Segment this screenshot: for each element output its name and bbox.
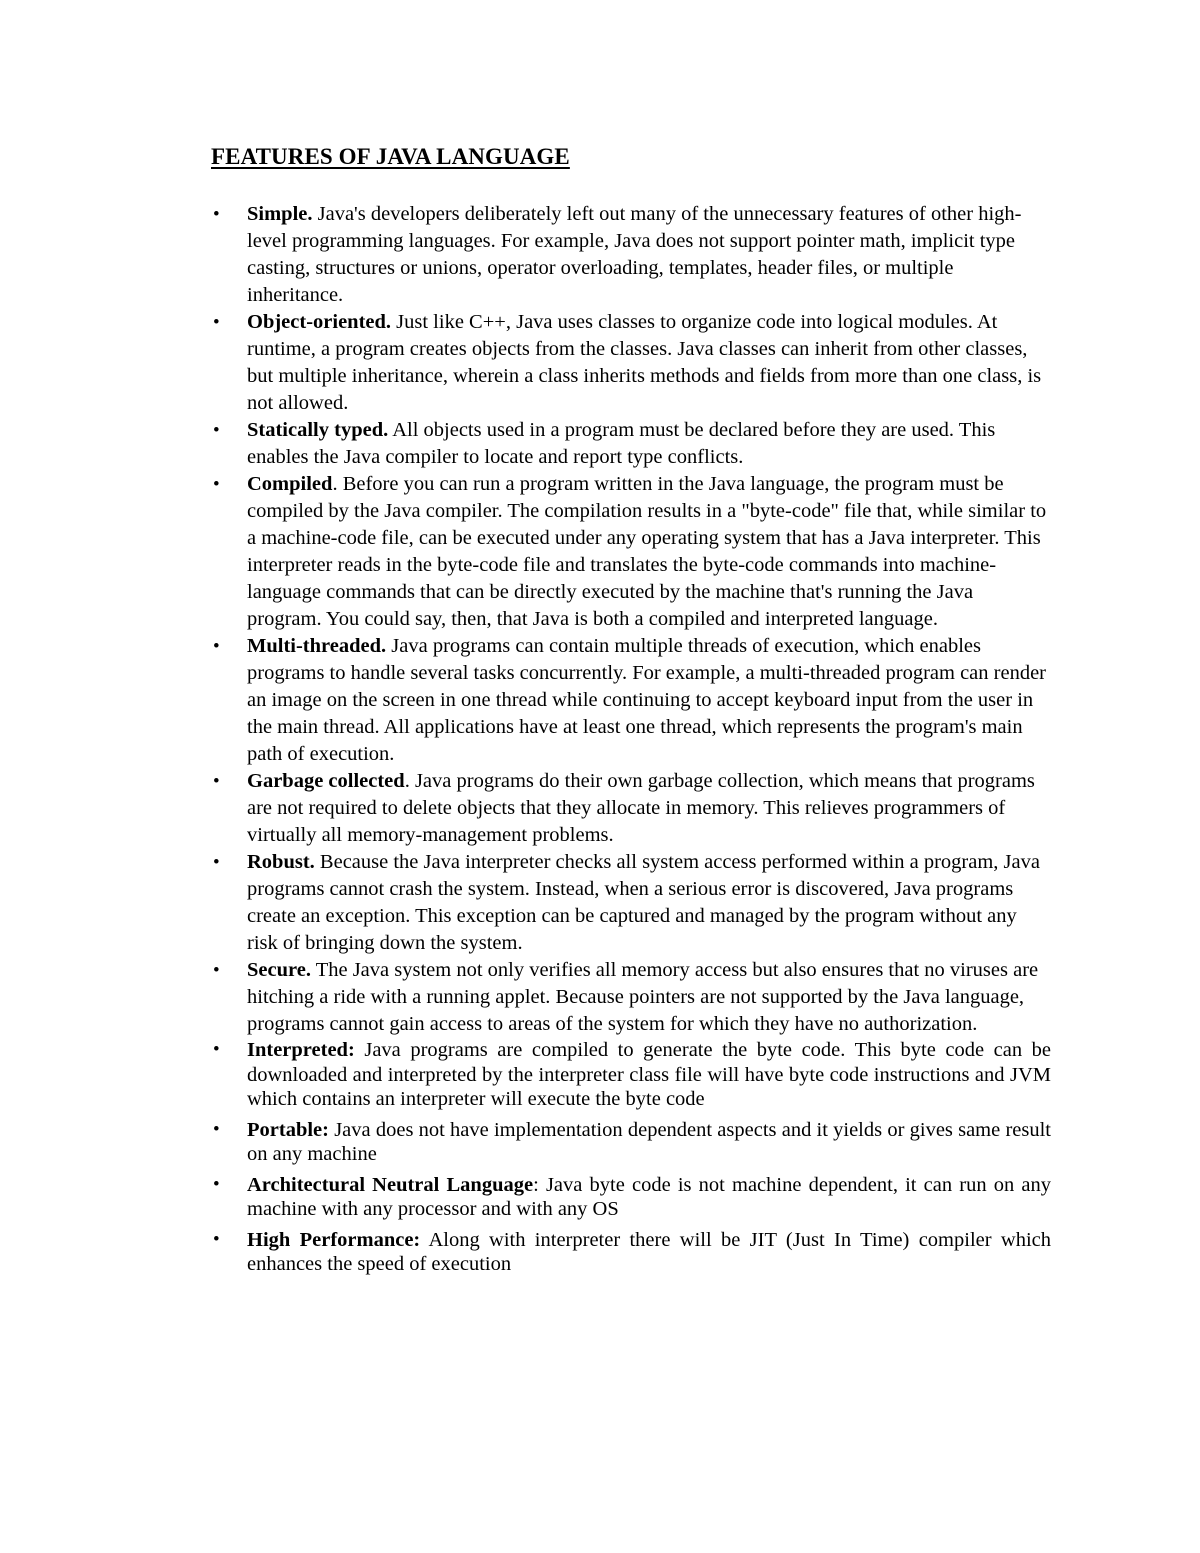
feature-name: High Performance: xyxy=(247,1228,421,1251)
list-item-statically-typed xyxy=(211,417,1051,471)
feature-name: Statically typed. xyxy=(247,419,389,441)
list-item-secure xyxy=(211,957,1051,1038)
feature-description: . Before you can run a program written in the Java language, the program must be compiled by the Java compiler. The compilation results in a "byte-code" file that, while similar to a machine-code file, can be executed under any operating system that has a Java interpreter. This interpreter reads in the byte-code file and translates the byte-code commands into machine-language commands that can be directly executed by the machine that's running the Java program. You could say, then, that Java is both a compiled and interpreted language. xyxy=(247,473,1047,630)
bullet-icon: • xyxy=(213,636,220,657)
feature-description: Along with interpreter there will be JIT (Just In Time) compiler which enhances the speed of execution xyxy=(247,1228,1051,1275)
list-item-high-performance xyxy=(211,1228,1051,1277)
feature-name: Compiled xyxy=(247,473,333,495)
list-item-portable xyxy=(211,1118,1051,1167)
feature-name: Simple. xyxy=(247,203,313,225)
list-item-compiled xyxy=(211,471,1051,633)
feature-description: The Java system not only verifies all memory access but also ensures that no viruses are hitching a ride with a running applet. Because pointers are not supported by the Java language, programs cannot gain access to areas of the system for which they have no authorization. xyxy=(247,959,1039,1035)
bullet-icon: • xyxy=(213,1228,220,1250)
feature-list xyxy=(211,201,1051,1277)
bullet-icon: • xyxy=(213,312,220,333)
bullet-icon: • xyxy=(213,960,220,981)
list-item-interpreted xyxy=(211,1038,1051,1112)
feature-description: Just like C++, Java uses classes to organize code into logical modules. At runtime, a program creates objects from the classes. Java classes can inherit from other classes, but multiple inheritance, wherein a class inherits methods and fields from more than one class, is not allowed. xyxy=(247,311,1042,414)
bullet-icon: • xyxy=(213,474,220,495)
feature-name: Architectural Neutral Language xyxy=(247,1173,534,1196)
list-item-garbage-collected xyxy=(211,768,1051,849)
bullet-icon: • xyxy=(213,1173,220,1195)
list-item-object-oriented xyxy=(211,309,1051,417)
feature-name: Garbage collected xyxy=(247,770,405,792)
bullet-icon: • xyxy=(213,1039,220,1060)
list-item-simple xyxy=(211,201,1051,309)
bullet-icon: • xyxy=(213,420,220,441)
feature-name: Robust. xyxy=(247,851,315,873)
feature-name: Object-oriented. xyxy=(247,311,392,333)
list-item-robust xyxy=(211,849,1051,957)
bullet-icon: • xyxy=(213,852,220,873)
feature-description: Java programs can contain multiple threads of execution, which enables programs to handle several tasks concurrently. For example, a multi-threaded program can render an image on the screen in one thread while continuing to accept keyboard input from the user in the main thread. All applications have at least one thread, which represents the program's main path of execution. xyxy=(247,635,1047,765)
feature-description: Java does not have implementation dependent aspects and it yields or gives same result on any machine xyxy=(247,1118,1051,1165)
feature-description: Java's developers deliberately left out many of the unnecessary features of other high-level programming languages. For example, Java does not support pointer math, implicit type casting, structures or unions, operator overloading, templates, header files, or multiple inheritance. xyxy=(247,203,1022,306)
feature-name: Portable: xyxy=(247,1118,329,1141)
feature-description: Because the Java interpreter checks all system access performed within a program, Java programs cannot crash the system. Instead, when a serious error is discovered, Java programs create an exception. This exception can be captured and managed by the program without any risk of bringing down the system. xyxy=(247,851,1040,954)
feature-description: : Java byte code is not machine dependent, it can run on any machine with any processor and with any OS xyxy=(247,1173,1051,1220)
feature-description: . Java programs do their own garbage collection, which means that programs are not required to delete objects that they allocate in memory. This relieves programmers of virtually all memory-management problems. xyxy=(247,770,1035,846)
bullet-icon: • xyxy=(213,771,220,792)
bullet-icon: • xyxy=(213,204,220,225)
document-title: FEATURES OF JAVA LANGUAGE xyxy=(211,144,570,169)
feature-name: Interpreted: xyxy=(247,1039,355,1061)
feature-description: Java programs are compiled to generate the byte code. This byte code can be downloaded and interpreted by the interpreter class file will have byte code instructions and JVM which contains an interpreter will execute the byte code xyxy=(247,1039,1051,1110)
bullet-icon: • xyxy=(213,1118,220,1140)
feature-name: Secure. xyxy=(247,959,311,981)
feature-name: Multi-threaded. xyxy=(247,635,387,657)
list-item-multi-threaded xyxy=(211,633,1051,768)
feature-description: All objects used in a program must be declared before they are used. This enables the Java compiler to locate and report type conflicts. xyxy=(247,419,996,468)
list-item-architectural-neutral xyxy=(211,1173,1051,1222)
